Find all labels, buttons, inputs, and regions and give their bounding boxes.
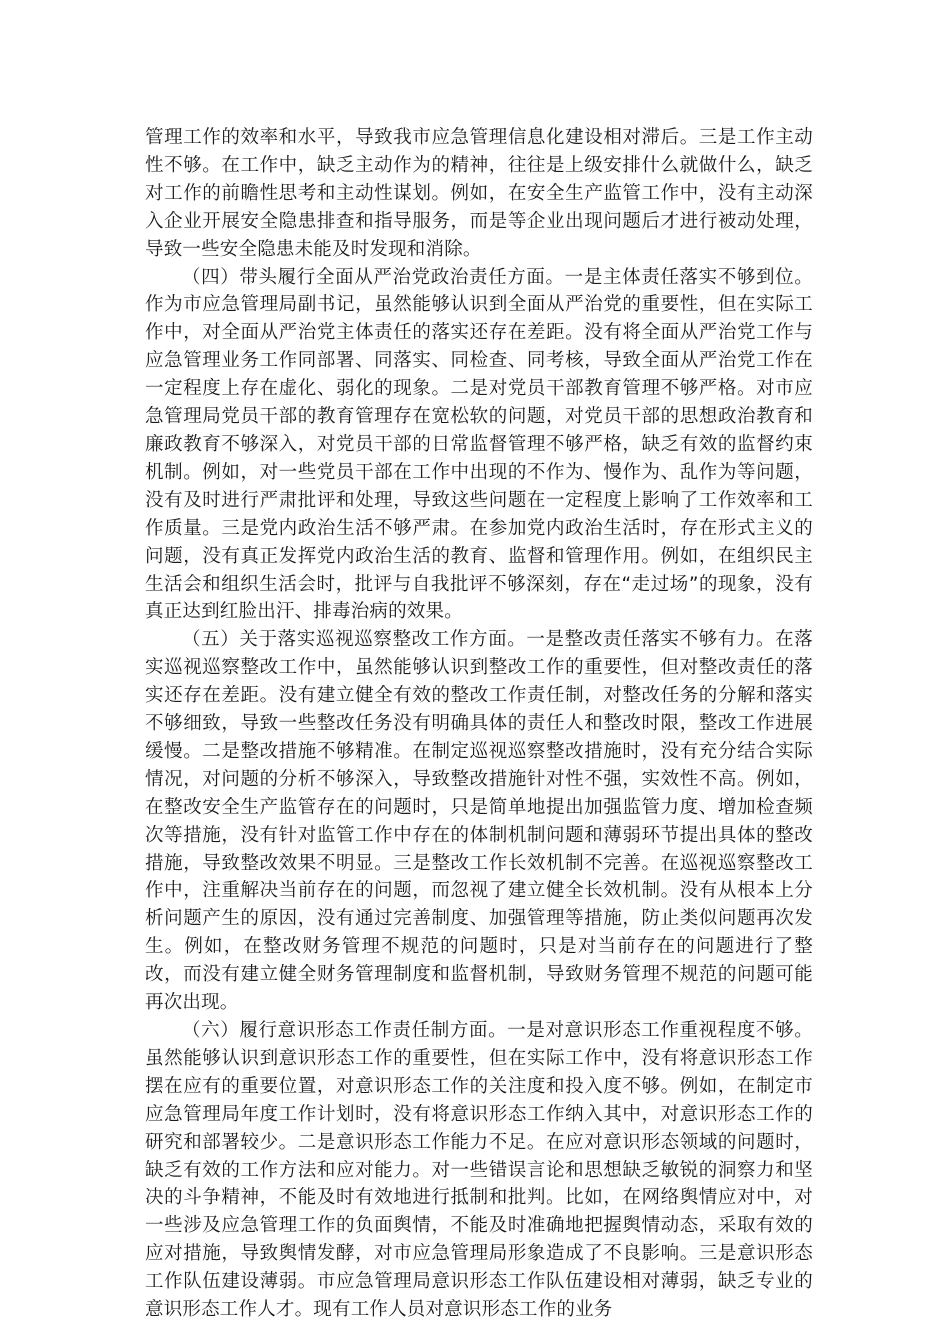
paragraph-section-6: （六）履行意识形态工作责任制方面。一是对意识形态工作重视程度不够。虽然能够认识到意识形态工作的重要性，但在实际工作中，没有将意识形态工作摆在应有的重要位置，对意识形态工作的关注度和投入度不够。例如，在制定市应急管理局年度工作计划时，没有将意识形态工作纳入其中，对意识形态工作的研究和部署较少。二是意识形态工作能力不足。在应对意识形态领域的问题时，缺乏有效的工作方法和应对能力。对一些错误言论和思想缺乏敏锐的洞察力和坚决的斗争精神，不能及时有效地进行抵制和批判。比如，在网络舆情应对中，对一些涉及应急管理工作的负面舆情，不能及时准确地把握舆情动态，采取有效的应对措施，导致舆情发酵，对市应急管理局形象造成了不良影响。三是意识形态工作队伍建设薄弱。市应急管理局意识形态工作队伍建设相对薄弱，缺乏专业的意识形态工作人才。现有工作人员对意识形态工作的业务 — [145, 1020, 813, 1321]
document-body — [145, 124, 813, 1324]
paragraph-section-5: （五）关于落实巡视巡察整改工作方面。一是整改责任落实不够有力。在落实巡视巡察整改工作中，虽然能够认识到整改工作的重要性，但对整改责任的落实还存在差距。没有建立健全有效的整改工作责任制，对整改任务的分解和落实不够细致，导致一些整改任务没有明确具体的责任人和整改时限，整改工作进展缓慢。二是整改措施不够精准。在制定巡视巡察整改措施时，没有充分结合实际情况，对问题的分析不够深入，导致整改措施针对性不强，实效性不高。例如，在整改安全生产监管存在的问题时，只是简单地提出加强监管力度、增加检查频次等措施，没有针对监管工作中存在的体制机制问题和薄弱环节提出具体的整改措施，导致整改效果不明显。三是整改工作长效机制不完善。在巡视巡察整改工作中，注重解决当前存在的问题，而忽视了建立健全长效机制。没有从根本上分析问题产生的原因，没有通过完善制度、加强管理等措施，防止类似问题再次发生。例如，在整改财务管理不规范的问题时，只是对当前存在的问题进行了整改，而没有建立健全财务管理制度和监督机制，导致财务管理不规范的问题可能再次出现。 — [145, 629, 813, 1014]
paragraph-section-4: （四）带头履行全面从严治党政治责任方面。一是主体责任落实不够到位。作为市应急管理局副书记，虽然能够认识到全面从严治党的重要性，但在实际工作中，对全面从严治党主体责任的落实还存在差距。没有将全面从严治党工作与应急管理业务工作同部署、同落实、同检查、同考核，导致全面从严治党工作在一定程度上存在虚化、弱化的现象。二是对党员干部教育管理不够严格。对市应急管理局党员干部的教育管理存在宽松软的问题，对党员干部的思想政治教育和廉政教育不够深入，对党员干部的日常监督管理不够严格，缺乏有效的监督约束机制。例如，对一些党员干部在工作中出现的不作为、慢作为、乱作为等问题，没有及时进行严肃批评和处理，导致这些问题在一定程度上影响了工作效率和工作质量。三是党内政治生活不够严肃。在参加党内政治生活时，存在形式主义的问题，没有真正发挥党内政治生活的教育、监督和管理作用。例如，在组织民主生活会和组织生活会时，批评与自我批评不够深刻，存在“走过场”的现象，没有真正达到红脸出汗、排毒治病的效果。 — [145, 266, 813, 623]
paragraph-continuation: 管理工作的效率和水平，导致我市应急管理信息化建设相对滞后。三是工作主动性不够。在工作中，缺乏主动作为的精神，往往是上级安排什么就做什么，缺乏对工作的前瞻性思考和主动性谋划。例如，在安全生产监管工作中，没有主动深入企业开展安全隐患排查和指导服务，而是等企业出现问题后才进行被动处理，导致一些安全隐患未能及时发现和消除。 — [145, 127, 813, 260]
